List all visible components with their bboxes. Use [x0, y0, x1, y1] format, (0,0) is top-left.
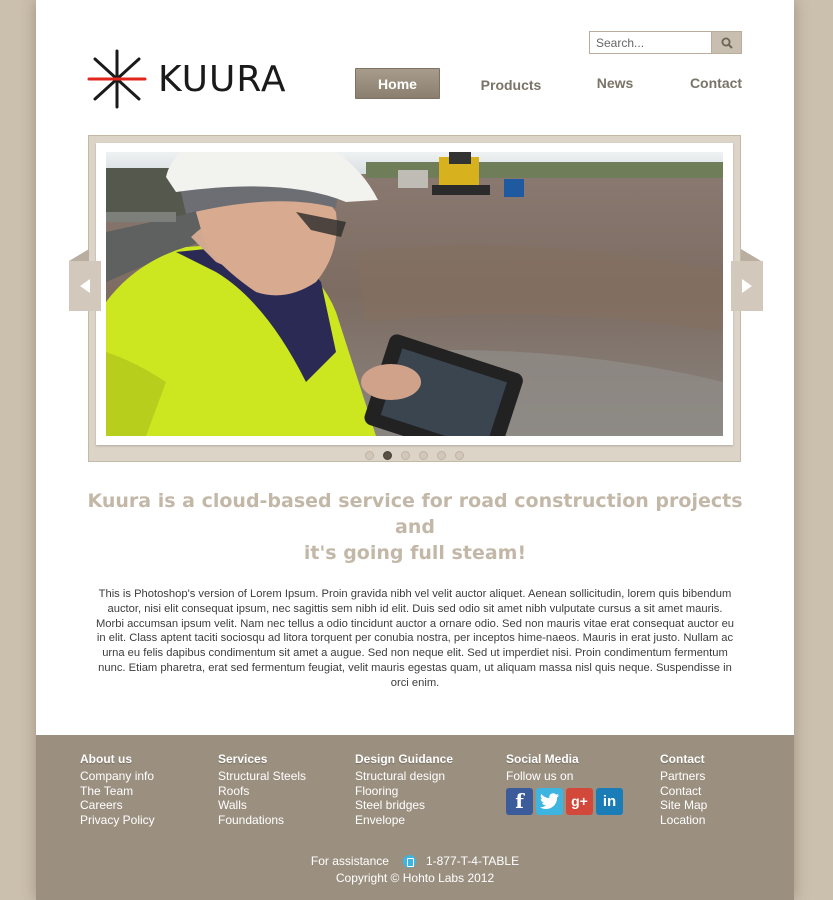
footer-design-guidance — [355, 752, 453, 827]
footer-link-partners[interactable]: Partners — [660, 769, 706, 783]
footer-link-structural-design[interactable]: Structural design — [355, 769, 446, 783]
footer-contact — [660, 752, 707, 827]
construction-worker-photo — [106, 152, 723, 436]
footer-link-the-team[interactable]: The Team — [80, 783, 134, 798]
footer-contact-title: Contact — [660, 752, 705, 766]
slider-dot-6[interactable] — [455, 451, 464, 460]
arrow-fold — [741, 249, 761, 261]
arrow-fold — [69, 249, 89, 261]
social-icons — [506, 788, 623, 815]
slide-image — [106, 152, 723, 436]
footer-about-title: About us — [80, 752, 132, 766]
slider-next-button[interactable] — [731, 261, 763, 311]
twitter-bird-icon — [540, 793, 560, 809]
footer-social-title: Social Media — [506, 752, 579, 766]
arrow-right-icon — [740, 278, 754, 294]
footer-social-subtitle: Follow us on — [506, 769, 574, 783]
footer-design-title: Design Guidance — [355, 752, 454, 766]
search-input[interactable] — [590, 32, 711, 53]
footer-link-roofs[interactable]: Roofs — [218, 783, 250, 798]
tagline-line-1: Kuura is a cloud-based service for road construction projects — [87, 490, 743, 512]
footer-link-structural-steels[interactable]: Structural Steels — [218, 769, 307, 783]
footer-social — [506, 752, 623, 815]
brand-name: KUURA — [158, 58, 287, 100]
slider-dot-4[interactable] — [419, 451, 428, 460]
footer-services-title: Services — [218, 752, 268, 766]
footer-link-careers[interactable]: Careers — [80, 798, 123, 813]
footer — [36, 735, 794, 900]
assistance-line — [36, 854, 794, 868]
nav-products[interactable]: Products — [480, 77, 542, 93]
phone-icon — [403, 855, 416, 868]
footer-link-foundations[interactable]: Foundations — [218, 812, 285, 827]
slider-dot-3[interactable] — [401, 451, 410, 460]
footer-link-flooring[interactable]: Flooring — [355, 783, 399, 798]
slide-frame — [96, 143, 733, 445]
tagline-line-2: and — [395, 516, 435, 538]
footer-link-walls[interactable]: Walls — [218, 798, 247, 813]
tagline-line-3: it's going full steam! — [303, 542, 527, 564]
assistance-label: For assistance — [310, 854, 389, 868]
google-plus-icon[interactable]: g+ — [566, 788, 593, 815]
slider-prev-button[interactable] — [69, 261, 101, 311]
search-icon — [721, 37, 733, 49]
footer-link-company-info[interactable]: Company info — [80, 769, 155, 783]
slider-dot-5[interactable] — [437, 451, 446, 460]
copyright: Copyright © Hohto Labs 2012 — [335, 871, 495, 885]
search-button[interactable] — [711, 32, 741, 53]
page-container — [36, 0, 794, 900]
footer-link-site-map[interactable]: Site Map — [660, 798, 708, 813]
footer-services — [218, 752, 306, 827]
arrow-left-icon — [78, 278, 92, 294]
footer-link-location[interactable]: Location — [660, 812, 706, 827]
slider-dot-1[interactable] — [365, 451, 374, 460]
footer-about — [80, 752, 155, 827]
facebook-icon[interactable]: f — [506, 788, 533, 815]
footer-link-contact[interactable]: Contact — [660, 783, 702, 798]
phone-number[interactable]: 1-877-T-4-TABLE — [425, 854, 520, 868]
linkedin-icon[interactable]: in — [596, 788, 623, 815]
twitter-icon[interactable] — [536, 788, 563, 815]
main-nav — [36, 68, 794, 100]
image-slider — [88, 135, 741, 462]
tagline — [76, 488, 754, 566]
footer-link-steel-bridges[interactable]: Steel bridges — [355, 798, 426, 813]
slider-pagination — [89, 451, 740, 460]
footer-link-privacy-policy[interactable]: Privacy Policy — [80, 812, 155, 827]
footer-link-envelope[interactable]: Envelope — [355, 812, 406, 827]
slider-dot-2[interactable] — [383, 451, 392, 460]
nav-home[interactable]: Home — [355, 68, 440, 99]
nav-contact[interactable]: Contact — [689, 75, 743, 91]
search-box — [589, 31, 742, 54]
nav-news[interactable]: News — [596, 75, 634, 91]
intro-paragraph: This is Photoshop's version of Lorem Ipsum. Proin gravida nibh vel velit auctor aliquet. Aenean sollicitudin, lorem quis bibendum auctor, nisi elit consequat ipsum, nec sagittis sem nibh id elit. Duis sed odio sit amet nibh vulputate cursus a sit amet mauris. Morbi accumsan ipsum velit. Nam nec tellus a odio tincidunt auctor a ornare odio. Sed non mauris vitae erat consequat auctor eu in elit. Class aptent taciti sociosqu ad litora torquent per conubia nostra, per inceptos hime-naeos. Mauris in erat justo. Nullam ac urna eu felis dapibus condimentum sit amet a augue. Sed non neque elit. Sed ut imperdiet nisi. Proin condimentum fermentum nunc. Etiam pharetra, erat sed fermentum feugiat, velit mauris egestas quam, ut aliquam massa nisl quis neque. Suspendisse in orci enim. — [95, 588, 735, 689]
